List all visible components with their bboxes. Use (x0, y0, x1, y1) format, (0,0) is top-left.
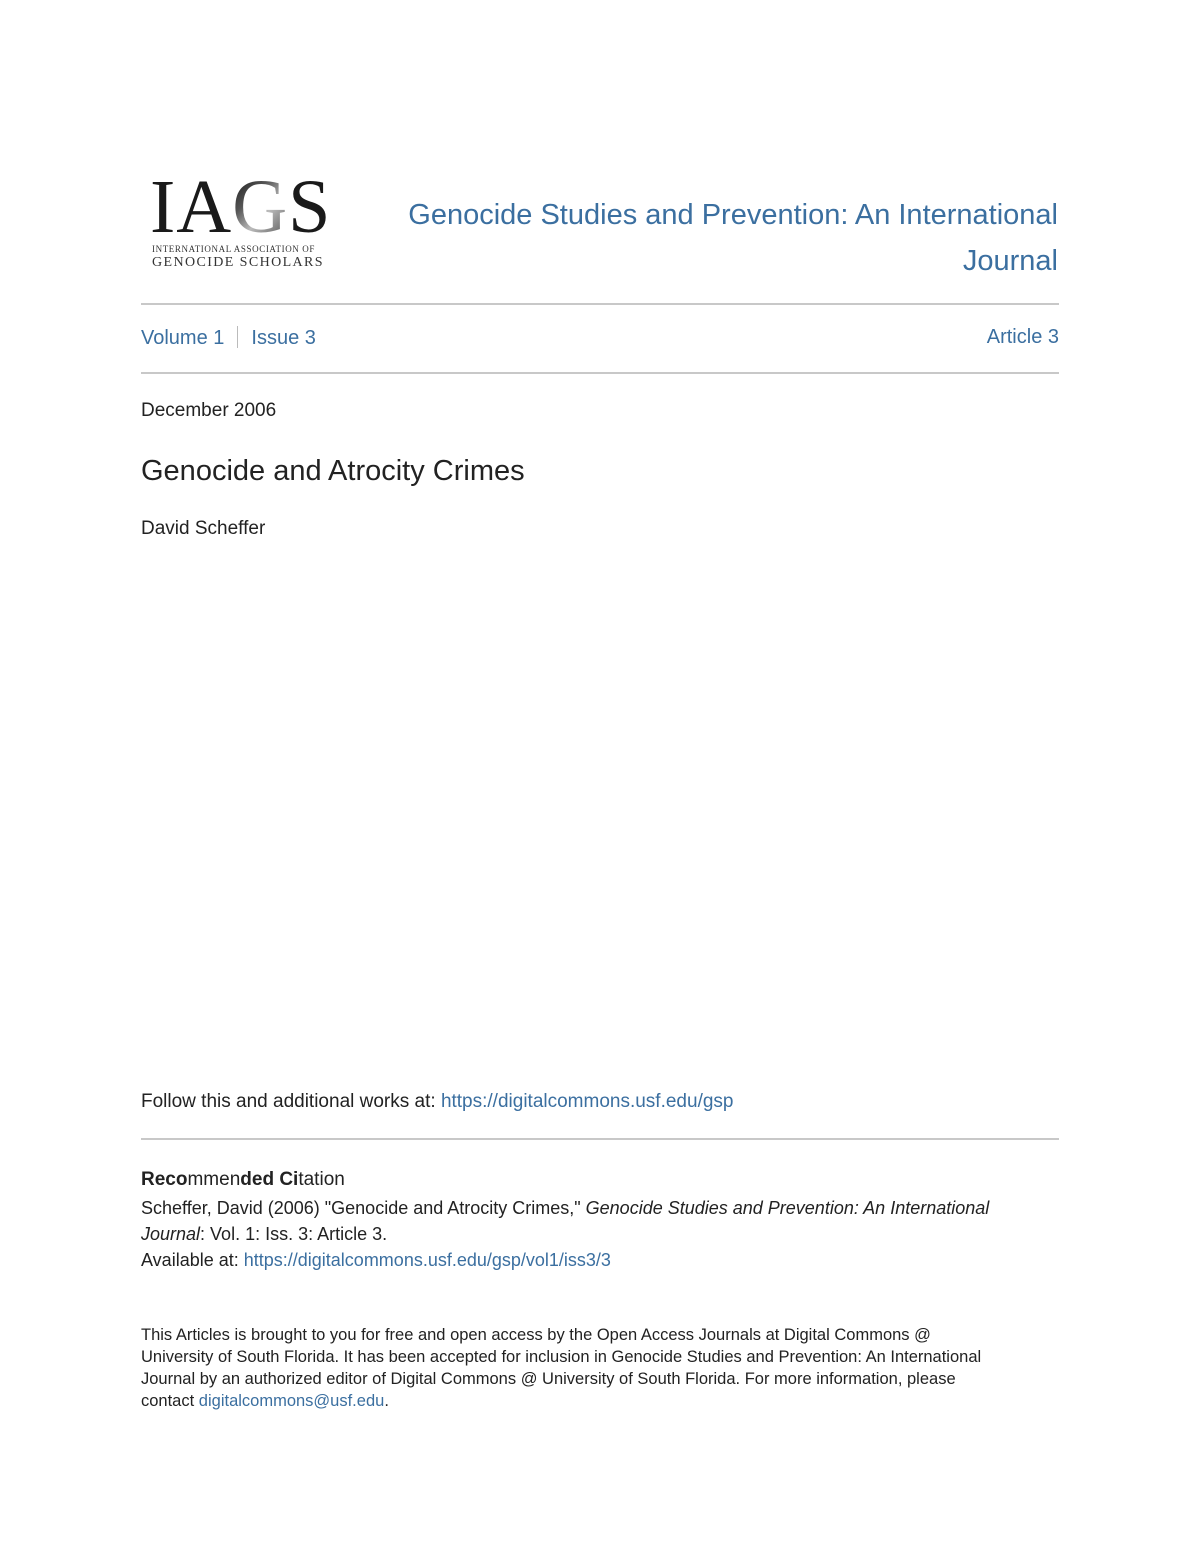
recommended-citation (141, 1167, 1059, 1273)
logo-letters-ia: IA (150, 165, 233, 249)
follow-label: Follow this and additional works at: (141, 1091, 441, 1112)
volume-issue-group (141, 326, 316, 350)
separator (237, 326, 238, 348)
logo-subtitle-line2: GENOCIDE SCHOLARS (152, 255, 324, 270)
article-title: Genocide and Atrocity Crimes (141, 455, 525, 487)
issue-nav (141, 326, 1059, 356)
issue-link[interactable]: Issue 3 (251, 327, 316, 349)
divider-top (141, 303, 1059, 305)
divider-meta (141, 372, 1059, 374)
volume-link[interactable]: Volume 1 (141, 327, 225, 349)
access-notice: This Articles is brought to you for free and open access by the Open Access Journals at Digital Commons @ University of South Florida. It has been accepted for inclusion in Genocide Studies and Prevention: An International Journal by an authorized editor of Digital Commons @ University of South Florida. For more information, please contact digitalcommons@usf.edu. (141, 1326, 982, 1410)
follow-line (141, 1091, 733, 1113)
journal-title-line1: Genocide Studies and Prevention: An International (408, 199, 1058, 231)
citation-text: Scheffer, David (2006) "Genocide and Atrocity Crimes," Genocide Studies and Prevention: An International Journal: Vol. 1: Iss. 3: Article 3. (141, 1198, 990, 1244)
divider-citation (141, 1138, 1059, 1140)
contact-email-link[interactable]: digitalcommons@usf.edu (198, 1392, 385, 1410)
citation-heading: Recommended Citation (141, 1169, 345, 1190)
logo-subtitle-line1: INTERNATIONAL ASSOCIATION OF (152, 244, 315, 254)
publication-date: December 2006 (141, 400, 277, 421)
logo-letter-g: G (232, 165, 289, 249)
citation-journal-italic: Genocide Studies and Prevention: An International (585, 1198, 990, 1218)
citation-url-link[interactable]: https://digitalcommons.usf.edu/gsp/vol1/iss3/3 (243, 1250, 611, 1270)
author-name: David Scheffer (141, 518, 266, 539)
journal-title-line2: Journal (962, 245, 1058, 277)
article-link[interactable]: Article 3 (986, 326, 1059, 348)
citation-available: Available at: https://digitalcommons.usf.edu/gsp/vol1/iss3/3 (141, 1250, 611, 1270)
journal-title-link[interactable] (338, 192, 1058, 284)
logo-letter-s: S (288, 165, 332, 249)
iags-logo (150, 165, 336, 272)
follow-url-link[interactable]: https://digitalcommons.usf.edu/gsp (440, 1091, 734, 1112)
